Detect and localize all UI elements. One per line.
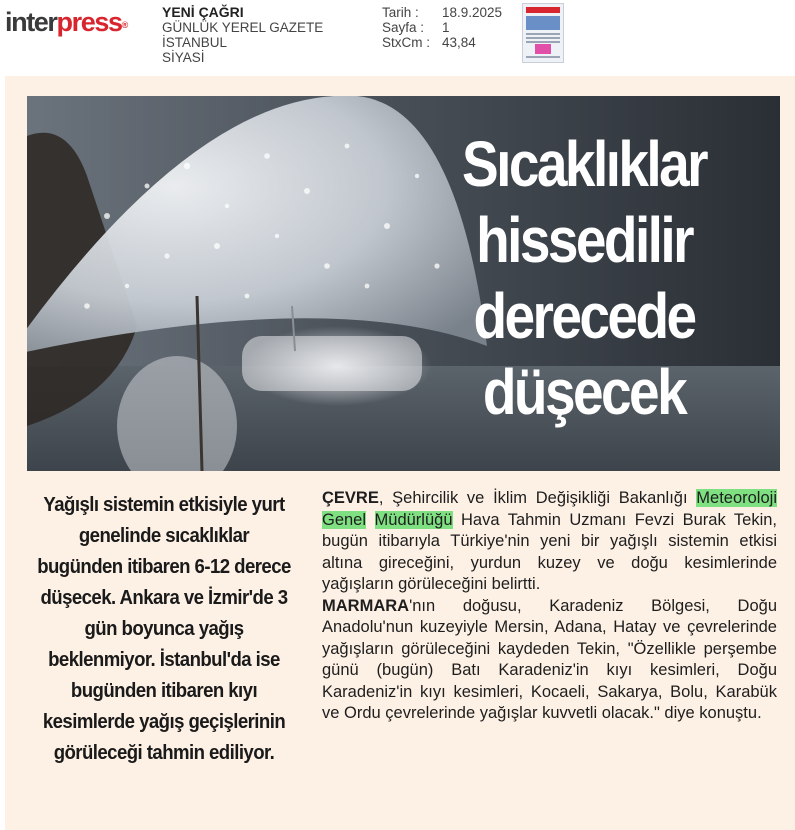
meta-row-date <box>382 5 502 20</box>
paragraph-text: , Şehircilik ve İklim Değişikliği Bakanlığı <box>378 489 697 507</box>
logo-part-2: press <box>56 7 122 37</box>
logo-part-1: inter <box>5 7 57 37</box>
highlighted-term: Meteoroloji <box>696 489 777 507</box>
thumb-masthead <box>526 7 560 13</box>
page-thumbnail[interactable] <box>522 3 564 63</box>
highlighted-term: Genel <box>322 510 367 529</box>
thumb-text-line <box>526 56 560 58</box>
meta-row-page <box>382 20 502 35</box>
thumb-text-line <box>526 41 560 43</box>
meta-label: Sayfa : <box>382 20 425 35</box>
meta-label: Tarih : <box>382 5 419 20</box>
meta-value: 1 <box>442 20 450 35</box>
publication-type: GÜNLÜK YEREL GAZETE <box>162 20 324 35</box>
paragraph-text: 'nın doğusu, Karadeniz Bölgesi, Doğu Anadolu'nun kuzeyiyle Mersin, Adana, Hatay ve çevrelerinde yağışların görüleceğini kaydeden Tekin, "Özellikle perşembe günü (bugün) Batı Karadeniz'in kıyı kesimleri, Doğu Karadeniz'in kıyı kesimleri, Kocaeli, Sakarya, Bolu, Karabük ve Ordu çevrelerinde yağışlar kuvvetli olacak." diye konuştu. <box>322 596 777 722</box>
thumb-photo <box>526 16 560 30</box>
thumb-text-line <box>526 33 560 35</box>
article-photo <box>27 96 780 471</box>
meta-value: 43,84 <box>442 35 476 50</box>
headline-line: derecede <box>473 280 695 352</box>
meta-value: 18.9.2025 <box>442 5 503 20</box>
article-lead: Yağışlı sistemin etkisiyle yurt genelinde sıcaklıklar bugünden itibaren 6-12 derece düşecek. Ankara ve İzmir'de 3 gün boyunca yağış beklenmiyor. İstanbul'da ise bugünden itibaren kıyı kesimlerde yağış geçişlerinin görüleceği tahmin ediliyor. <box>37 494 291 764</box>
clipping-header <box>0 0 795 76</box>
headline-line: Sıcaklıklar <box>462 128 706 200</box>
meta-label: StxCm : <box>382 35 431 50</box>
publication-category: SİYASİ <box>162 50 205 65</box>
publication-city: İSTANBUL <box>162 35 228 50</box>
logo-registered: ® <box>121 20 127 30</box>
publication-info <box>162 5 323 65</box>
publication-name: YENİ ÇAĞRI <box>162 4 244 20</box>
interpress-logo[interactable] <box>5 6 127 38</box>
highlighted-term: Müdürlüğü <box>374 510 453 529</box>
article-clipping <box>5 76 795 830</box>
thumb-text-line <box>526 37 560 39</box>
thumb-ad <box>535 44 551 54</box>
paragraph-keyword: MARMARA <box>322 596 410 615</box>
paragraph-text: Hava Tahmin Uzmanı Fevzi Burak Tekin, bugün itibarıyla Türkiye'nin yeni bir yağışlı sistemin etkisi altına gireceğini, yurdun kuzey ve doğu kesimlerinde yağışların görüleceğini belirtti. <box>322 510 778 593</box>
article-body <box>322 488 777 725</box>
headline-line: düşecek <box>482 356 686 428</box>
body-paragraph-2 <box>322 596 777 725</box>
body-paragraph-1 <box>322 488 777 596</box>
meta-row-stxcm <box>382 35 502 50</box>
clipping-meta <box>382 5 502 50</box>
headline-line: hissedilir <box>476 204 692 276</box>
article-headline <box>429 126 739 430</box>
paragraph-keyword: ÇEVRE <box>322 489 379 507</box>
